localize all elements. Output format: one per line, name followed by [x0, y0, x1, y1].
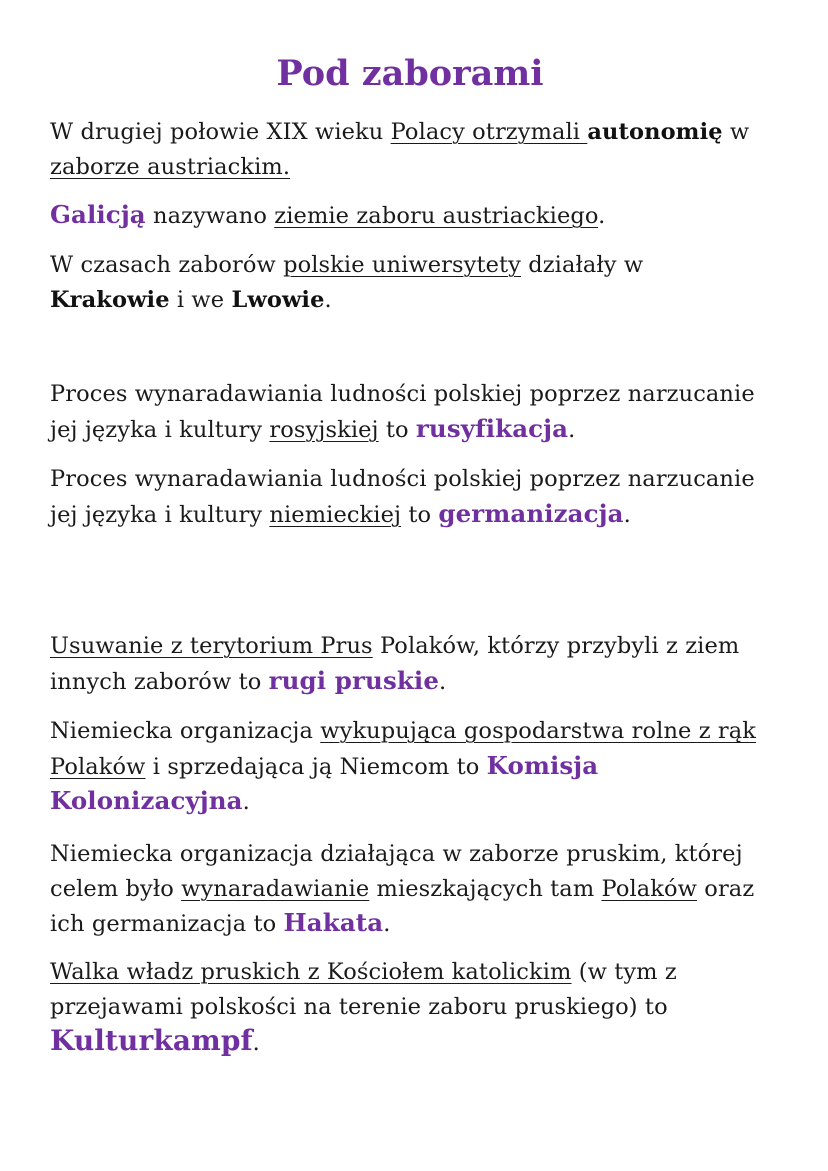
- text: W czasach zaborów: [50, 252, 284, 278]
- text: oraz ich germanizacja to: [50, 875, 755, 937]
- underlined-text: Polacy otrzymali: [390, 119, 588, 145]
- text: Proces wynaradawiania ludności polskiej poprzez narzucanie jej języka i kultury: [50, 381, 755, 443]
- highlighted-term: Kulturkampf: [50, 1024, 253, 1057]
- paragraph-autonomy: [50, 115, 762, 184]
- underlined-text: wynaradawianie: [181, 875, 370, 902]
- text: Niemiecka organizacja działająca w zaborze pruskim, której celem było: [50, 841, 743, 902]
- text: .: [324, 286, 332, 313]
- text: (w tym z przejawami polskości na terenie zaboru pruskiego) to: [50, 959, 677, 1020]
- text: .: [383, 911, 391, 937]
- text: mieszkających tam: [369, 875, 602, 902]
- text: W drugiej połowie XIX wieku: [50, 119, 391, 145]
- text: .: [568, 416, 576, 443]
- underlined-text: ziemie zaboru austriackiego: [274, 203, 599, 229]
- highlighted-term: Hakata: [283, 908, 384, 937]
- underlined-text: polskie uniwersytety: [283, 252, 521, 278]
- paragraph-rugi-pruskie: [50, 629, 762, 699]
- paragraph-universities: [50, 248, 762, 317]
- text: to: [378, 416, 416, 443]
- page-title: Pod zaborami: [276, 53, 544, 94]
- paragraph-hakata: [50, 837, 762, 942]
- highlighted-term: Komisja Kolonizacyjna: [50, 750, 599, 815]
- underlined-text: zaborze austriackim.: [50, 153, 291, 180]
- paragraph-rusyfikacja: [50, 377, 762, 447]
- text: w: [722, 119, 750, 145]
- underlined-text: wykupująca gospodarstwa rolne z rąk Polaków: [50, 718, 757, 780]
- highlighted-term: germanizacja: [438, 498, 624, 528]
- text: i we: [169, 286, 232, 313]
- text: .: [242, 789, 250, 815]
- underlined-text: Walka władz pruskich z Kościołem katolickim: [50, 959, 572, 985]
- text: .: [598, 203, 606, 229]
- paragraph-komisja-kolonizacyjna: [50, 714, 762, 820]
- text: .: [623, 501, 631, 528]
- underlined-text: Polaków: [601, 875, 698, 902]
- highlighted-term: rusyfikacja: [415, 413, 569, 443]
- paragraph-galicja: [50, 198, 762, 234]
- text: i sprzedająca ją Niemcom to: [145, 753, 487, 780]
- text: nazywano: [145, 203, 275, 229]
- text: Proces wynaradawiania ludności polskiej poprzez narzucanie jej języka i kultury: [50, 466, 755, 528]
- highlighted-term: rugi pruskie: [268, 665, 440, 695]
- text: Niemiecka organizacja: [50, 718, 321, 744]
- underlined-text: Usuwanie z terytorium Prus: [50, 633, 373, 659]
- bold-term: Krakowie: [50, 286, 170, 313]
- text: .: [439, 668, 447, 695]
- highlighted-term: Galicją: [50, 200, 146, 229]
- text: Polaków, którzy przybyli z ziem innych zaborów to: [50, 633, 740, 695]
- underlined-text: niemieckiej: [269, 501, 402, 528]
- paragraph-germanizacja: [50, 462, 762, 532]
- text: to: [401, 501, 439, 528]
- bold-term: Lwowie: [231, 286, 325, 313]
- bold-term: autonomię: [587, 119, 723, 145]
- paragraph-kulturkampf: [50, 955, 762, 1061]
- text: działały w: [520, 252, 644, 278]
- underlined-text: rosyjskiej: [269, 416, 379, 443]
- text: .: [252, 1030, 260, 1056]
